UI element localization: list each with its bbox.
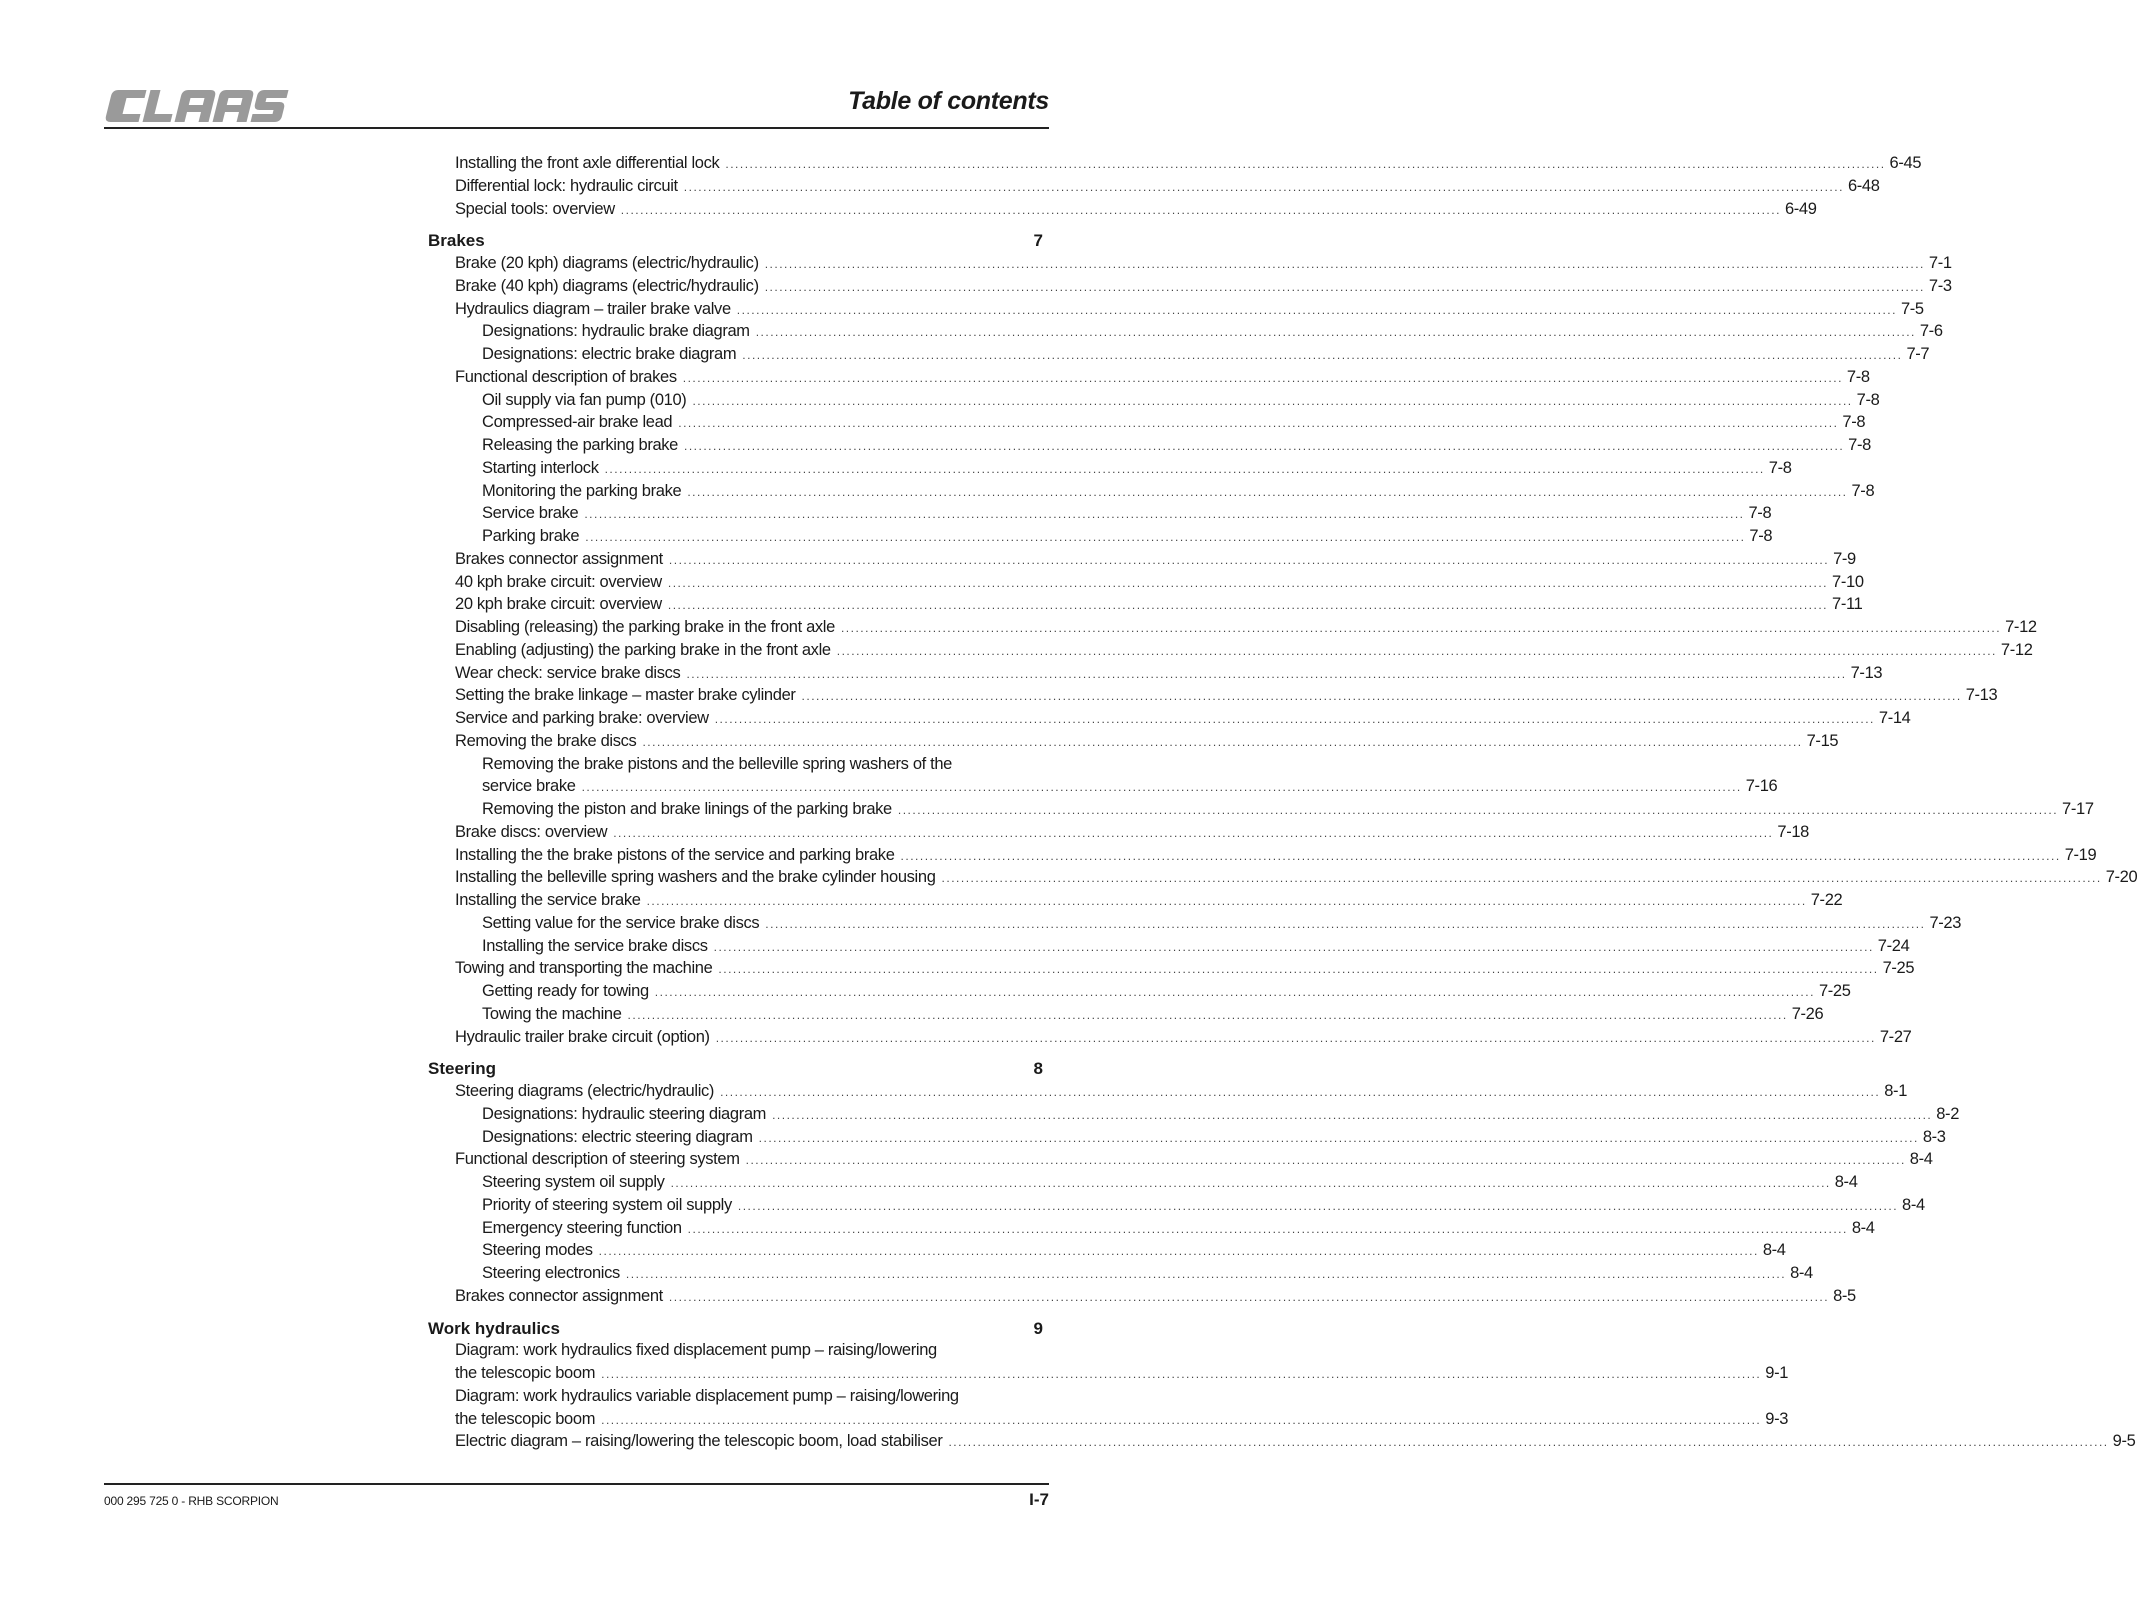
toc-entry-page: 7-3 — [1928, 276, 1952, 295]
dot-leader — [601, 1413, 1761, 1427]
toc-entry-title: Designations: electric steering diagram — [482, 1127, 753, 1146]
toc-entry-title: Steering modes — [482, 1241, 593, 1260]
chapter-number: 8 — [1033, 1059, 1043, 1079]
toc-entry — [428, 367, 1870, 391]
toc-entry-page: 7-24 — [1877, 936, 1910, 955]
toc-entry-title: Oil supply via fan pump (010) — [482, 390, 687, 409]
toc-entry-page: 8-4 — [1909, 1150, 1933, 1169]
toc-entry — [428, 1432, 2136, 1455]
toc-entry-page: 9-3 — [1765, 1409, 1789, 1428]
chapter-title: Work hydraulics — [428, 1318, 560, 1338]
toc-entry-page: 8-1 — [1884, 1082, 1908, 1100]
toc-entry-page: 7-23 — [1929, 913, 1962, 932]
dot-leader — [605, 462, 1765, 476]
toc-entry-title: Service brake — [482, 504, 579, 523]
toc-entry — [428, 527, 1773, 550]
toc-entry-page: 7-8 — [1856, 390, 1880, 409]
toc-entry-continued-line: Removing the brake pistons and the belleville spring washers of the — [482, 754, 952, 773]
toc-entry — [428, 481, 1875, 505]
toc-entry-page: 7-26 — [1791, 1004, 1824, 1023]
toc-entry — [428, 1173, 1858, 1196]
toc-entry — [428, 1027, 1912, 1051]
toc-entry — [428, 413, 1866, 436]
toc-entry-title: Differential lock: hydraulic circuit — [455, 176, 678, 195]
toc-entry — [428, 345, 1930, 368]
toc-entry — [428, 1004, 1824, 1028]
toc-entry-page: 8-4 — [1762, 1241, 1786, 1260]
toc-entry-page: 7-8 — [1749, 527, 1773, 545]
toc-entry-page: 8-3 — [1922, 1127, 1946, 1146]
dot-leader — [716, 1031, 1876, 1045]
toc-entry-title: Electric diagram – raising/lowering the telescopic boom, load stabiliser — [455, 1432, 943, 1451]
page-number: I-7 — [1029, 1490, 1049, 1509]
toc-entry-title: Designations: hydraulic brake diagram — [482, 322, 750, 341]
toc-entry-title: 20 kph brake circuit: overview — [455, 595, 662, 614]
dot-leader — [948, 1435, 2108, 1449]
toc-entry — [428, 845, 2097, 869]
dot-leader — [655, 985, 1815, 999]
toc-entry-page: 7-11 — [1832, 595, 1863, 614]
dot-leader — [642, 735, 1802, 749]
toc-entry-page: 7-8 — [1768, 458, 1792, 477]
dot-leader — [686, 667, 1846, 681]
toc-entry-title: Installing the front axle differential lock — [455, 154, 720, 172]
dot-leader — [585, 530, 1745, 544]
toc-entry-continued-line: Diagram: work hydraulics variable displacement pump – raising/lowering — [455, 1386, 959, 1405]
toc-entry-page: 8-2 — [1936, 1104, 1960, 1123]
toc-entry-title: Enabling (adjusting) the parking brake in the front axle — [455, 640, 831, 659]
toc-entry — [428, 1082, 1908, 1105]
toc-entry-page: 7-13 — [1965, 686, 1998, 705]
dot-leader — [737, 303, 1897, 317]
toc-entry-page: 6-49 — [1784, 199, 1817, 218]
toc-entry — [428, 436, 1871, 459]
toc-entry-page: 8-4 — [1851, 1218, 1875, 1237]
dot-leader — [725, 157, 1885, 171]
toc-entry-title: Special tools: overview — [455, 199, 615, 218]
toc-entry-page: 7-8 — [1848, 436, 1871, 454]
dot-leader — [841, 621, 2001, 635]
toc-entry-title: Brakes connector assignment — [455, 549, 663, 568]
toc-entry-title: Hydraulic trailer brake circuit (option) — [455, 1027, 710, 1046]
toc-entry — [428, 299, 1924, 323]
dot-leader — [684, 439, 1844, 453]
dot-leader — [601, 1367, 1761, 1381]
toc-entry-page: 6-48 — [1847, 176, 1880, 195]
toc-entry-title: Towing and transporting the machine — [455, 959, 713, 978]
toc-entry-page: 7-19 — [2064, 845, 2097, 864]
document-number: 000 295 725 0 - RHB SCORPION — [104, 1494, 279, 1508]
dot-leader — [683, 371, 1843, 385]
toc-entry — [428, 504, 1772, 527]
toc-entry — [428, 1264, 1813, 1287]
toc-entry-page: 7-25 — [1882, 959, 1915, 978]
toc-entry-title: the telescopic boom — [455, 1409, 596, 1428]
toc-entry-page: 7-20 — [2105, 868, 2137, 887]
dot-leader — [687, 485, 1847, 499]
chapter-heading — [428, 1319, 1049, 1342]
dot-leader — [746, 1153, 1906, 1167]
dot-leader — [669, 553, 1829, 567]
toc-entry-page: 7-1 — [1928, 254, 1952, 272]
toc-entry — [428, 176, 1880, 200]
toc-entry-title: Steering system oil supply — [482, 1173, 665, 1191]
toc-entry-page: 7-25 — [1818, 982, 1851, 1000]
toc-entry-title: Installing the the brake pistons of the service and parking brake — [455, 845, 895, 864]
toc-entry-page: 8-4 — [1790, 1264, 1813, 1282]
toc-entry-title: Priority of steering system oil supply — [482, 1195, 732, 1214]
toc-entry-page: 7-5 — [1900, 299, 1924, 318]
toc-entry — [428, 390, 1880, 414]
toc-entry-continued-line: Diagram: work hydraulics fixed displacement pump – raising/lowering — [455, 1341, 937, 1360]
toc-entry-title: the telescopic boom — [455, 1364, 596, 1382]
dot-leader — [621, 203, 1781, 217]
toc-entry — [428, 1195, 1925, 1219]
toc-entry — [428, 663, 1883, 687]
claas-logo — [104, 88, 282, 124]
toc-entry-page: 9-1 — [1765, 1364, 1789, 1382]
toc-entry-title: Removing the brake discs — [455, 731, 637, 750]
toc-entry-page: 8-4 — [1902, 1195, 1925, 1214]
chapter-title: Brakes — [428, 231, 485, 251]
dot-leader — [669, 1290, 1829, 1304]
toc-entry-page: 7-12 — [2000, 640, 2033, 659]
toc-entry — [428, 959, 1915, 982]
toc-entry-title: Brakes connector assignment — [455, 1286, 663, 1305]
table-of-contents — [428, 154, 2137, 1455]
toc-entry — [428, 572, 1864, 596]
toc-entry — [428, 891, 1843, 914]
toc-entry-title: Releasing the parking brake — [482, 436, 679, 454]
dot-leader — [772, 1108, 1932, 1122]
toc-entry-page: 7-17 — [2062, 800, 2094, 818]
toc-entry-title: Service and parking brake: overview — [455, 709, 709, 727]
toc-entry-page: 7-14 — [1878, 709, 1911, 727]
chapter-heading — [428, 231, 1049, 254]
toc-entry-page: 6-45 — [1889, 154, 1922, 172]
dot-leader — [582, 780, 1742, 794]
toc-entry — [428, 800, 2094, 823]
dot-leader — [802, 689, 1962, 703]
toc-entry-page: 8-4 — [1834, 1173, 1858, 1191]
toc-entry — [428, 618, 2037, 641]
toc-entry-title: Designations: electric brake diagram — [482, 345, 737, 363]
toc-entry-page: 7-10 — [1832, 572, 1864, 591]
toc-entry — [428, 199, 1817, 223]
dot-leader — [901, 849, 2061, 863]
dot-leader — [628, 1008, 1788, 1022]
toc-entry-title: Towing the machine — [482, 1004, 622, 1023]
chapter-title: Steering — [428, 1059, 497, 1079]
page-title: Table of contents — [848, 87, 1049, 115]
dot-leader — [714, 940, 1874, 954]
toc-entry-title: Steering diagrams (electric/hydraulic) — [455, 1082, 715, 1100]
toc-entry-title: Setting the brake linkage – master brake cylinder — [455, 686, 796, 705]
chapter-heading — [428, 1059, 1049, 1082]
toc-entry-page: 9-5 — [2112, 1432, 2136, 1451]
dot-leader — [584, 507, 1744, 521]
toc-entry-page: 7-7 — [1906, 345, 1930, 363]
dot-leader — [718, 962, 1878, 976]
dot-leader — [738, 1199, 1898, 1213]
dot-leader — [668, 598, 1828, 612]
toc-entry — [428, 322, 1943, 345]
toc-entry — [428, 1218, 1875, 1242]
toc-entry-page: 7-12 — [2005, 618, 2037, 636]
toc-entry — [428, 1364, 1789, 1387]
toc-entry-page: 8-5 — [1833, 1286, 1856, 1305]
toc-entry-title: Starting interlock — [482, 458, 599, 477]
dot-leader — [626, 1267, 1786, 1281]
toc-entry-title: Brake discs: overview — [455, 822, 608, 841]
toc-entry-title: Installing the belleville spring washers and the brake cylinder housing — [455, 868, 936, 887]
toc-entry-title: service brake — [482, 777, 576, 796]
toc-entry — [428, 709, 1911, 732]
dot-leader — [684, 180, 1844, 194]
dot-leader — [647, 894, 1807, 908]
toc-entry-title: Installing the service brake discs — [482, 936, 708, 955]
dot-leader — [765, 917, 1925, 931]
toc-entry-title: Functional description of brakes — [455, 367, 677, 386]
toc-entry-title: Brake (20 kph) diagrams (electric/hydraulic) — [455, 254, 759, 272]
toc-entry — [428, 1127, 1946, 1151]
toc-entry — [428, 686, 1998, 709]
toc-entry — [428, 936, 1910, 960]
toc-entry-title: Designations: hydraulic steering diagram — [482, 1104, 767, 1123]
toc-entry — [428, 913, 1962, 937]
dot-leader — [765, 280, 1925, 294]
toc-entry-title: 40 kph brake circuit: overview — [455, 572, 662, 591]
toc-entry-page: 7-8 — [1842, 413, 1866, 432]
toc-entry-page: 7-8 — [1846, 367, 1870, 386]
dot-leader — [688, 1222, 1848, 1236]
toc-entry-page: 7-13 — [1850, 663, 1883, 682]
toc-entry — [428, 595, 1863, 618]
toc-entry-title: Getting ready for towing — [482, 982, 649, 1000]
dot-leader — [765, 257, 1925, 271]
header-divider — [104, 127, 1049, 129]
toc-entry — [428, 982, 1851, 1005]
toc-entry-title: Removing the piston and brake linings of the parking brake — [482, 800, 892, 818]
dot-leader — [720, 1085, 1880, 1099]
dot-leader — [837, 644, 1997, 658]
toc-entry — [428, 822, 1809, 846]
dot-leader — [671, 1176, 1831, 1190]
dot-leader — [678, 416, 1838, 430]
dot-leader — [742, 348, 1902, 362]
toc-entry-page: 7-27 — [1879, 1027, 1912, 1046]
toc-entry-title: Emergency steering function — [482, 1218, 682, 1237]
toc-entry — [428, 1286, 1856, 1310]
dot-leader — [759, 1131, 1919, 1145]
toc-entry — [428, 1104, 1960, 1128]
chapter-number: 9 — [1033, 1318, 1043, 1338]
toc-entry-title: Installing the service brake — [455, 891, 641, 909]
toc-entry-title: Brake (40 kph) diagrams (electric/hydraulic) — [455, 276, 759, 295]
toc-entry-title: Compressed-air brake lead — [482, 413, 673, 432]
toc-entry — [428, 731, 1839, 755]
dot-leader — [942, 871, 2102, 885]
toc-entry-page: 7-9 — [1833, 549, 1856, 568]
toc-entry-page: 7-8 — [1851, 481, 1875, 500]
toc-entry-title: Monitoring the parking brake — [482, 481, 682, 500]
dot-leader — [715, 712, 1875, 726]
toc-entry-page: 7-15 — [1806, 731, 1839, 750]
dot-leader — [692, 394, 1852, 408]
toc-entry-title: Hydraulics diagram – trailer brake valve — [455, 299, 731, 318]
toc-entry — [428, 549, 1856, 573]
footer-divider — [104, 1483, 1049, 1485]
dot-leader — [756, 325, 1916, 339]
toc-entry — [428, 1150, 1933, 1173]
toc-entry — [428, 1241, 1786, 1264]
toc-entry — [428, 777, 1778, 800]
toc-entry — [428, 1409, 1789, 1433]
toc-entry — [428, 458, 1792, 482]
toc-entry-title: Functional description of steering system — [455, 1150, 740, 1169]
chapter-number: 7 — [1033, 231, 1043, 251]
toc-entry-title: Disabling (releasing) the parking brake in the front axle — [455, 618, 835, 636]
toc-entry-page: 7-16 — [1745, 777, 1778, 796]
dot-leader — [668, 576, 1828, 590]
toc-entry-page: 7-6 — [1919, 322, 1943, 341]
toc-entry-page: 7-8 — [1748, 504, 1772, 523]
toc-entry — [428, 868, 2137, 891]
toc-entry-page: 7-18 — [1777, 822, 1809, 841]
dot-leader — [599, 1244, 1759, 1258]
toc-entry-title: Parking brake — [482, 527, 580, 545]
toc-entry — [428, 254, 1952, 277]
toc-entry-title: Steering electronics — [482, 1264, 620, 1282]
dot-leader — [613, 826, 1773, 840]
toc-entry-title: Wear check: service brake discs — [455, 663, 681, 682]
toc-entry — [428, 154, 1922, 177]
toc-entry — [428, 640, 2033, 664]
toc-entry-title: Setting value for the service brake discs — [482, 913, 760, 932]
toc-entry-page: 7-22 — [1810, 891, 1843, 909]
dot-leader — [898, 803, 2058, 817]
toc-entry — [428, 276, 1952, 300]
